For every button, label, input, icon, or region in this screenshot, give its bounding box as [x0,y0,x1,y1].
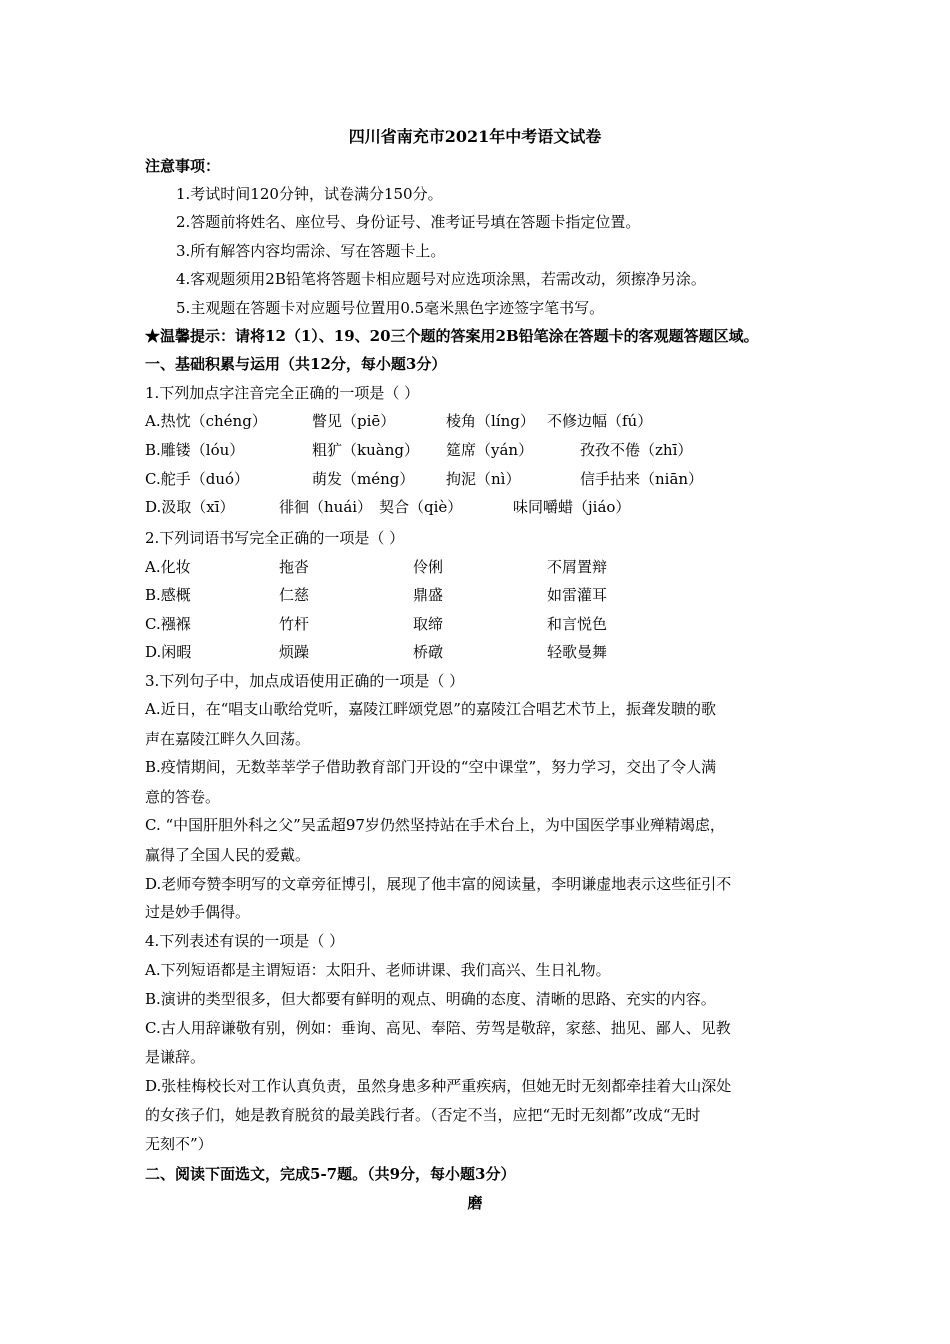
option-cell: 契合（qiè） [379,498,463,516]
option-cell: A.化妆 [145,558,191,576]
notice-item: 1.考试时间120分钟，试卷满分150分。 [176,185,443,203]
option-cell: 竹杆 [279,615,310,633]
option-text: A.下列短语都是主谓短语：太阳升、老师讲课、我们高兴、生日礼物。 [145,961,611,979]
option-cell: C.舵手（duó） [145,470,250,488]
option-cell: 轻歌曼舞 [547,643,608,661]
section-heading: 二、阅读下面选文，完成5-7题。（共9分，每小题3分） [145,1165,516,1183]
option-text: 赢得了全国人民的爱戴。 [145,846,311,864]
option-cell: C.襁褓 [145,615,191,633]
option-cell: 瞥见（piē） [312,412,396,430]
notice-item: 5.主观题在答题卡对应题号位置用0.5毫米黑色字迹签字笔书写。 [176,299,605,317]
notice-item: 3.所有解答内容均需涂、写在答题卡上。 [176,242,446,260]
notice-item: 4.客观题须用2B铅笔将答题卡相应题号对应选项涂黑，若需改动，须擦净另涂。 [176,270,706,288]
notice-item: 2.答题前将姓名、座位号、身份证号、准考证号填在答题卡指定位置。 [176,213,641,231]
option-text: D.张桂梅校长对工作认真负责，虽然身患多种严重疾病，但她无时无刻都牵挂着大山深处 [145,1077,732,1095]
option-text: 的女孩子们，她是教育脱贫的最美践行者。（否定不当，应把“无时无刻都”改成“无时 [145,1106,701,1124]
option-cell: 筵席（yán） [446,441,534,459]
option-cell: 取缔 [413,615,444,633]
section-heading: 一、基础积累与运用（共12分，每小题3分） [145,355,447,373]
option-text: 过是妙手偶得。 [145,903,251,921]
page-title: 四川省南充市2021年中考语文试卷 [348,127,602,146]
option-cell: A.热忱（chéng） [145,412,267,430]
option-text: D.老师夸赞李明写的文章旁征博引，展现了他丰富的阅读量，李明谦虚地表示这些征引不 [145,875,732,893]
question-stem: 1.下列加点字注音完全正确的一项是（ ） [145,384,420,402]
option-text: 无刻不”） [145,1135,213,1153]
question-stem: 3.下列句子中，加点成语使用正确的一项是（ ） [145,672,465,690]
option-cell: 粗犷（kuàng） [312,441,419,459]
option-cell: 桥礅 [413,643,444,661]
question-stem: 4.下列表述有误的一项是（ ） [145,932,345,950]
option-text: A.近日，在“唱支山歌给党听，嘉陵江畔颂党恩”的嘉陵江合唱艺术节上，振聋发聩的歌 [145,700,716,718]
option-text: B.演讲的类型很多，但大都要有鲜明的观点、明确的态度、清晰的思路、充实的内容。 [145,990,716,1008]
option-cell: 不屑置辩 [547,558,608,576]
option-cell: 孜孜不倦（zhī） [580,441,693,459]
option-cell: 和言悦色 [547,615,608,633]
option-cell: 味同嚼蜡（jiáo） [513,498,631,516]
option-cell: D.汲取（xī） [145,498,235,516]
option-cell: 棱角（líng） [446,412,535,430]
option-text: 意的答卷。 [145,788,221,806]
option-cell: 徘徊（huái） [279,498,373,516]
option-cell: 萌发（méng） [312,470,415,488]
option-text: B.疫情期间，无数莘莘学子借助教育部门开设的“空中课堂”，努力学习，交出了令人满 [145,758,717,776]
warm-tip: ★温馨提示：请将12（1）、19、20三个题的答案用2B铅笔涂在答题卡的客观题答题区域。 [145,327,759,345]
option-cell: 如雷灌耳 [547,586,608,604]
option-cell: D.闲暇 [145,643,192,661]
option-text: 是谦辞。 [145,1048,206,1066]
option-text: C. “中国肝胆外科之父”吴孟超97岁仍然坚持站在手术台上，为中国医学事业殚精竭虑， [145,816,725,834]
option-cell: 仁慈 [279,586,310,604]
option-text: C.古人用辞谦敬有别，例如：垂询、高见、奉陪、劳驾是敬辞，家慈、拙见、鄙人、见教 [145,1019,731,1037]
option-cell: 拖沓 [279,558,310,576]
option-cell: 鼎盛 [413,586,444,604]
option-cell: 烦躁 [279,643,310,661]
notice-heading: 注意事项： [145,157,221,175]
option-cell: B.雕镂（lóu） [145,441,245,459]
question-stem: 2.下列词语书写完全正确的一项是（ ） [145,529,405,547]
option-text: 声在嘉陵江畔久久回荡。 [145,730,311,748]
option-cell: 信手拈来（niān） [580,470,704,488]
option-cell: B.感概 [145,586,191,604]
option-cell: 伶俐 [413,558,444,576]
passage-title: 磨 [467,1194,483,1212]
option-cell: 拘泥（nì） [446,470,521,488]
option-cell: 不修边幅（fú） [547,412,653,430]
